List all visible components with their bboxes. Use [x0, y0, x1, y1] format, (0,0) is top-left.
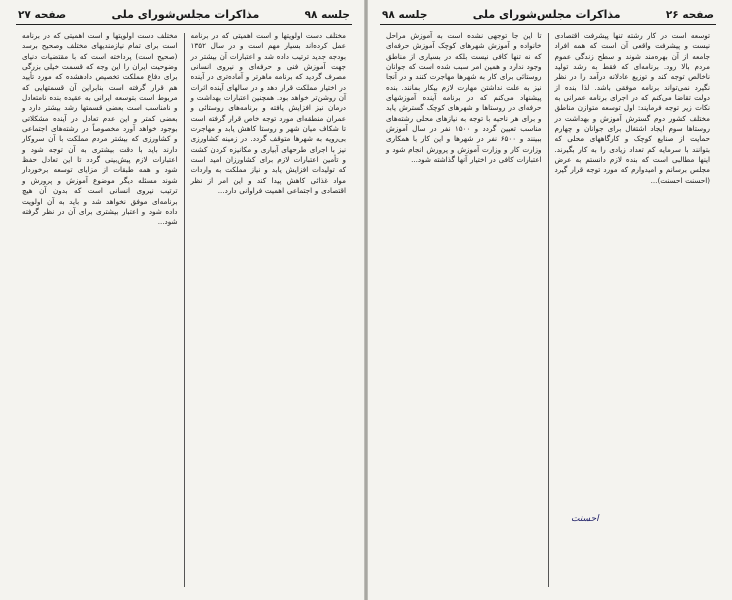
right-page-title: مذاکرات مجلس‌شورای ملی [472, 8, 621, 21]
right-page [366, 0, 732, 600]
right-page-header [380, 6, 716, 25]
right-page-column-right [549, 31, 717, 591]
right-page-columns [380, 31, 716, 591]
column-divider [548, 33, 549, 587]
left-page-header [16, 6, 352, 25]
left-column-text-0: مختلف دست اولویتها و است اهمیتی که در برنامه است برای تمام نیازمندیهای مختلف وصحیح برسد (صحیح است) پرداخته است که با مقتضیات دنیای وضوحیت ایران را این وجه که قسمت خیلی بزرگی برای دفاع مملکت تخصیص دادهشده که مورد تأیید هم قرار گرفته است بنابراین آن قسمتهایی که مربوط است بتوسعه ایرانی به عقیده بنده نامتعادل و نامناسب است بعضی قسمتها رشد بیشتر دارد و بعضی کمتر و این عدم تعادل در آینده مشکلاتی بوجود خواهد آورد مخصوصاً در رشته‌های اجتماعی و کشاورزی که بیشتر مردم مملکت با آن سروکار دارند باید با دقت بیشتری به آن توجه شود و اعتبارات لازم پیش‌بینی گردد تا این تعادل حفظ شود و همه طبقات از مزایای توسعه برخوردار شوند مسئله دیگر موضوع آموزش و پرورش و ترتیب نیروی انسانی است که بدون آن هیچ برنامه‌ای موفق نخواهد شد و باید به آن اولویت داده شود و اعتبار بیشتری برای آن در نظر گرفته شود... [22, 31, 178, 227]
right-page-number: صفحه ۲۶ [665, 9, 714, 21]
left-page-columns [16, 31, 352, 591]
right-page-column-left [380, 31, 548, 591]
left-page-column-right [185, 31, 353, 591]
left-session-label: جلسه ۹۸ [304, 9, 350, 21]
right-column-text-1: توسعه است در کار رشته تنها پیشرفت اقتصادی نیست و پیشرفت واقعی آن است که همه افراد جامعه از آن بهره‌مند شوند و سطح زندگی عموم مردم بالا رود. برنامه‌ای که فقط به رشد تولید ناخالص توجه کند و توزیع عادلانه درآمد را در نظر نگیرد نمی‌تواند برنامه موفقی باشد. لذا بنده از دولت تقاضا می‌کنم که در اجرای برنامه عمرانی به نکات زیر توجه فرمایند: اول توسعه متوازن مناطق مختلف کشور دوم گسترش آموزش و بهداشت در روستاها سوم ایجاد اشتغال برای جوانان و چهارم حمایت از صنایع کوچک و کارگاههای محلی که بتوانند با سرمایه کم تعداد زیادی را به کار بگیرند. اینها مطالبی است که بنده لازم دانستم به عرض مجلس برسانم و امیدوارم که مورد توجه قرار گیرد (احسنت احسنت)... [554, 31, 710, 185]
left-page-number: صفحه ۲۷ [18, 9, 67, 21]
right-column-text-0: تا این جا توجهی نشده است به آموزش مراحل خانواده و آموزش شهرهای کوچک آموزش حرفه‌ای که نه تنها کافی نیست بلکه در بسیاری از مناطق وجود ندارد و همین امر سبب شده است که جوانان روستائی برای کار به شهرها مهاجرت کنند و در آنجا نیز به علت نداشتن مهارت لازم بیکار بمانند. بنده پیشنهاد می‌کنم که در برنامه آینده آموزشهای حرفه‌ای در روستاها و شهرهای کوچک گسترش یابد و برای هر ناحیه با توجه به نیازهای محلی رشته‌های مناسب تعیین گردد و ۱۵۰۰ نفر در سال آموزش ببینند و ۶۵۰۰ نفر در شهرها و این کار با همکاری وزارت کار و وزارت آموزش و پرورش انجام شود و اعتبارات کافی در اختیار آنها گذاشته شود... [386, 31, 542, 165]
left-page-title: مذاکرات مجلس‌شورای ملی [111, 8, 260, 21]
right-session-label: جلسه ۹۸ [382, 9, 428, 21]
handwritten-annotation: احسنت [571, 514, 599, 524]
column-divider [184, 33, 185, 587]
left-column-text-1: مختلف دست اولویتها و است اهمیتی که در برنامه عمل کرده‌اند بسیار مهم است و در سال ۱۳۵۲ بودجه جدید ترتیب داده شد و اعتبارات آن بیشتر در جهت آموزش فنی و حرفه‌ای و نیروی انسانی مصرف گردید که برنامه ماهرتر و آماده‌تری در آینده در اختیار مملکت قرار دهد و در سالهای آینده اثرات آن روشن‌تر خواهد بود. همچنین اعتبارات بهداشت و درمان نیز افزایش یافته و برنامه‌های روستائی و عمران منطقه‌ای مورد توجه خاص قرار گرفته است تا شکاف میان شهر و روستا کاهش یابد و مهاجرت بی‌رویه به شهرها متوقف گردد. در زمینه کشاورزی نیز با اجرای طرحهای آبیاری و مکانیزه کردن کشت و تأمین اعتبارات لازم برای کشاورزان امید است که تولیدات افزایش یابد و نیاز مملکت به واردات مواد غذائی کاهش پیدا کند و این امر از نظر اقتصادی و اجتماعی اهمیت فراوانی دارد... [190, 31, 346, 196]
left-page-column-left [16, 31, 184, 591]
